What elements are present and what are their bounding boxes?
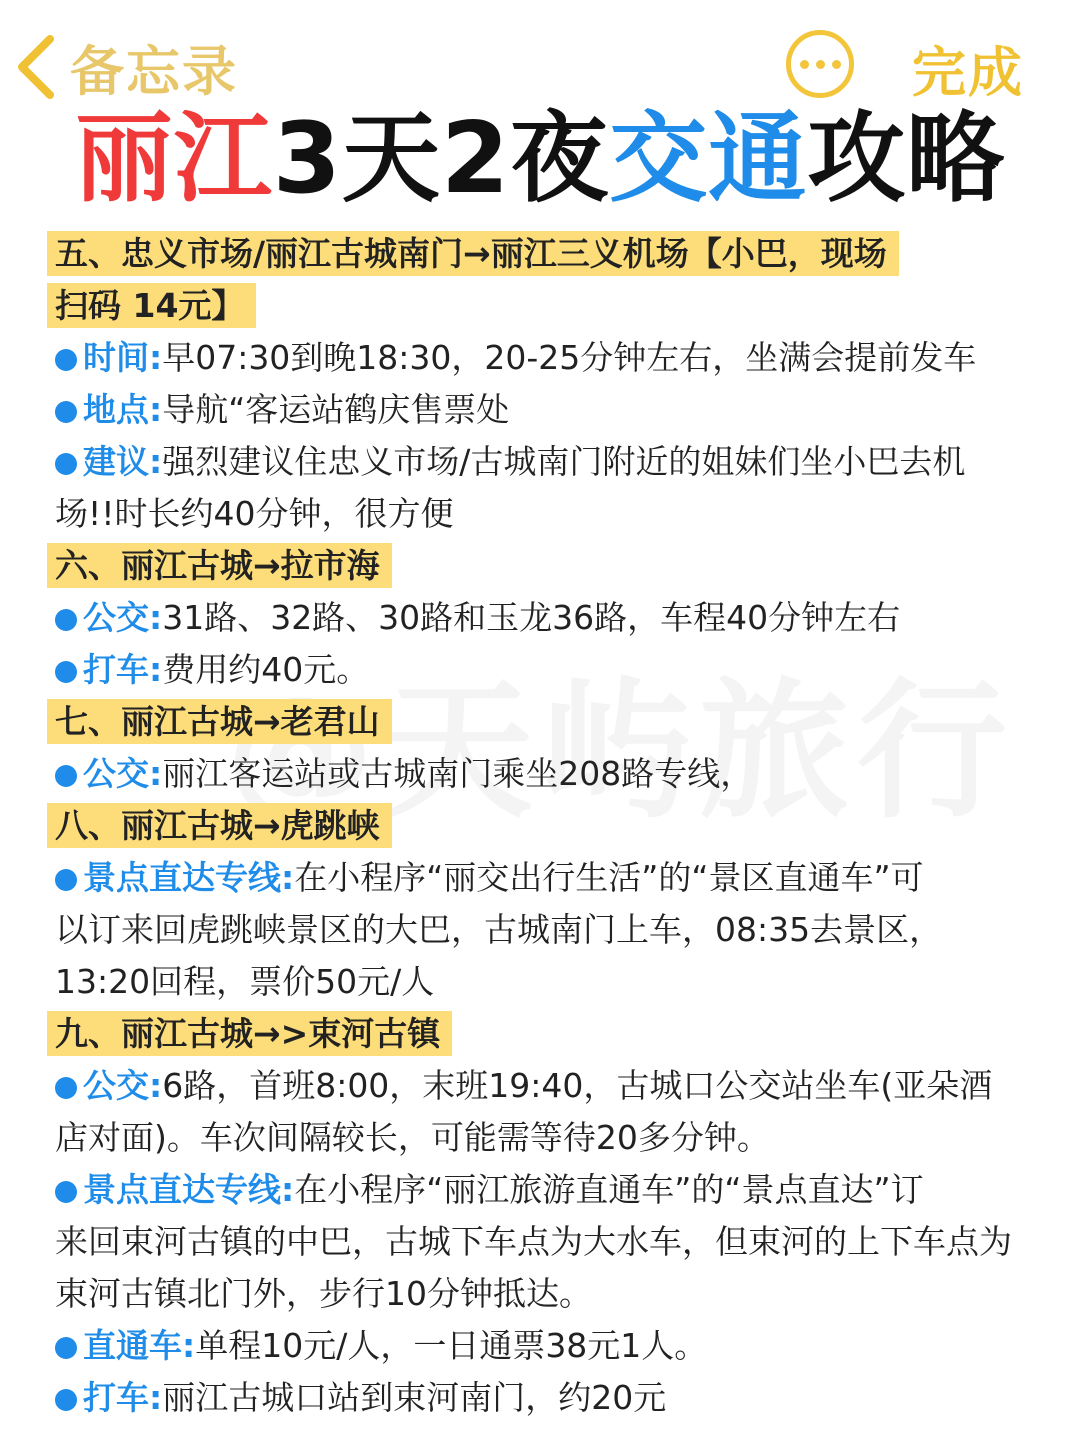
bullet-continuation: 场!!时长约40分钟，很方便 — [55, 494, 454, 533]
bullet-dot-icon — [55, 453, 77, 475]
section-header: 八、丽江古城→虎跳峡 — [55, 800, 1065, 852]
section-header: 六、丽江古城→拉市海 — [55, 540, 1065, 592]
bullet-dot-icon — [55, 765, 77, 787]
bullet-continuation: 束河古镇北门外，步行10分钟抵达。 — [55, 1274, 592, 1313]
bullet-dot-icon — [55, 1337, 77, 1359]
bullet-dot-icon — [55, 609, 77, 631]
bullet-item: 公交:丽江客运站或古城南门乘坐208路专线， — [55, 748, 1065, 800]
note-content[interactable] — [55, 228, 1065, 1424]
bullet-dot-icon — [55, 401, 77, 423]
section-header: 七、丽江古城→老君山 — [55, 696, 1065, 748]
bullet-dot-icon — [55, 1077, 77, 1099]
bullet-item: 景点直达专线:在小程序“丽交出行生活”的“景区直通车”可 — [55, 852, 1065, 904]
bullet-dot-icon — [55, 869, 77, 891]
bullet-dot-icon — [55, 1389, 77, 1411]
bullet-item: 公交:31路、32路、30路和玉龙36路，车程40分钟左右 — [55, 592, 1065, 644]
title-part-4: 攻略 — [807, 102, 1006, 216]
bullet-item: 直通车:单程10元/人，一日通票38元1人。 — [55, 1320, 1065, 1372]
chevron-left-icon — [14, 33, 58, 101]
page-title — [0, 100, 1080, 218]
bullet-dot-icon — [55, 1181, 77, 1203]
bullet-continuation: 来回束河古镇的中巴，古城下车点为大水车，但束河的上下车点为 — [55, 1222, 1012, 1261]
section-header: 五、忠义市场/丽江古城南门→丽江三义机场【小巴，现场 — [55, 228, 1065, 280]
more-options-icon[interactable] — [786, 30, 854, 98]
bullet-item: 时间:早07:30到晚18:30，20-25分钟左右，坐满会提前发车 — [55, 332, 1065, 384]
title-part-1: 丽江 — [74, 102, 273, 216]
bullet-continuation: 以订来回虎跳峡景区的大巴，古城南门上车，08:35去景区， — [55, 910, 943, 949]
bullet-item: 打车:费用约40元。 — [55, 644, 1065, 696]
title-part-3: 交通 — [609, 102, 808, 216]
section-header: 扫码 14元】 — [55, 280, 1065, 332]
bullet-item: 公交:6路，首班8:00，末班19:40，古城口公交站坐车(亚朵酒 — [55, 1060, 1065, 1112]
bullet-item: 景点直达专线:在小程序“丽江旅游直通车”的“景点直达”订 — [55, 1164, 1065, 1216]
bullet-item: 建议:强烈建议住忠义市场/古城南门附近的姐妹们坐小巴去机 — [55, 436, 1065, 488]
bullet-item: 地点:导航“客运站鹤庆售票处 — [55, 384, 1065, 436]
bullet-item: 打车:丽江古城口站到束河南门，约20元 — [55, 1372, 1065, 1424]
bullet-continuation: 13:20回程，票价50元/人 — [55, 962, 435, 1001]
section-header: 九、丽江古城→>束河古镇 — [55, 1008, 1065, 1060]
back-button[interactable] — [14, 30, 274, 104]
bullet-dot-icon — [55, 661, 77, 683]
bullet-continuation: 店对面)。车次间隔较长，可能需等待20多分钟。 — [55, 1118, 770, 1157]
done-button[interactable]: 完成 — [912, 41, 1024, 104]
title-part-2: 3天2夜 — [272, 102, 610, 216]
back-label: 备忘录 — [70, 39, 238, 103]
bullet-dot-icon — [55, 349, 77, 371]
